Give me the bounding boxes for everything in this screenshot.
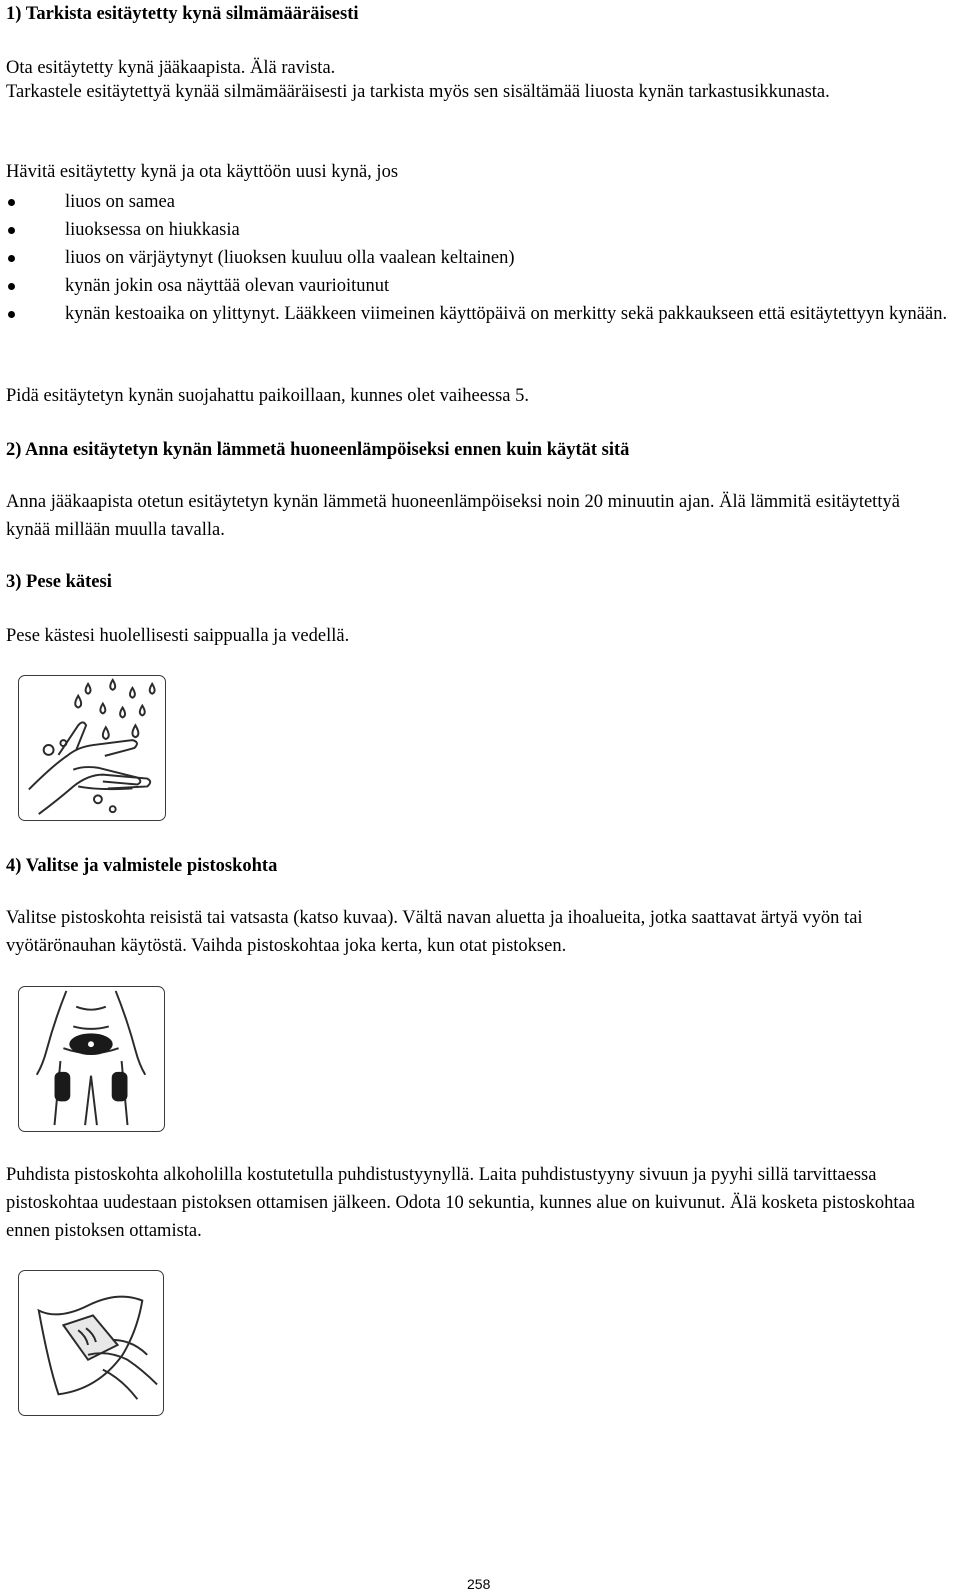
injection-sites-illustration: [18, 986, 165, 1132]
section1-line1: Ota esitäytetty kynä jääkaapista. Älä ravista.: [6, 58, 336, 78]
section3-heading: 3) Pese kätesi: [6, 572, 112, 592]
body-injection-sites-icon: [19, 987, 164, 1131]
discard-conditions-list: [6, 188, 955, 328]
alcohol-swab-icon: [19, 1271, 163, 1415]
list-item: liuos on samea: [6, 188, 955, 216]
list-item: liuos on värjäytynyt (liuoksen kuuluu olla vaalean keltainen): [6, 244, 955, 272]
cap-note: Pidä esitäytetyn kynän suojahattu paikoillaan, kunnes olet vaiheessa 5.: [6, 386, 530, 406]
list-item: kynän kestoaika on ylittynyt. Lääkkeen viimeinen käyttöpäivä on merkitty sekä pakkaukseen että esitäytettyyn kynään.: [6, 300, 955, 328]
section3-body: Pese kästesi huolellisesti saippualla ja vedellä.: [6, 626, 350, 646]
section4-heading: 4) Valitse ja valmistele pistoskohta: [6, 856, 278, 876]
section4-body: Valitse pistoskohta reisistä tai vatsasta (katso kuvaa). Vältä navan aluetta ja ihoalueita, jotka saattavat ärtyä vyön tai vyötärönauhan käytöstä. Vaihda pistoskohtaa joka kerta, kun otat pistoksen.: [6, 908, 863, 956]
section1-heading: 1) Tarkista esitäytetty kynä silmämääräisesti: [6, 4, 359, 24]
section1-line2: Tarkastele esitäytettyä kynää silmämääräisesti ja tarkista myös sen sisältämää liuosta kynän tarkastusikkunasta.: [6, 82, 830, 102]
list-item: kynän jokin osa näyttää olevan vaurioitunut: [6, 272, 955, 300]
cleaning-instructions: Puhdista pistoskohta alkoholilla kostutetulla puhdistustyynyllä. Laita puhdistustyyny sivuun ja pyyhi sillä tarvittaessa pistoskohtaa uudestaan pistoksen ottamisen jälkeen. Odota 10 sekuntia, kunnes alue on kuivunut. Älä kosketa pistoskohtaa ennen pistoksen ottamista.: [6, 1165, 915, 1241]
section2-heading: 2) Anna esitäytetyn kynän lämmetä huoneenlämpöiseksi ennen kuin käytät sitä: [6, 440, 630, 460]
section2-body: Anna jääkaapista otetun esitäytetyn kynän lämmetä huoneenlämpöiseksi noin 20 minuutin ajan. Älä lämmitä esitäytettyä kynää millään muulla tavalla.: [6, 492, 900, 540]
hand-washing-illustration: [18, 675, 166, 821]
discard-intro: Hävitä esitäytetty kynä ja ota käyttöön uusi kynä, jos: [6, 162, 399, 182]
list-item: liuoksessa on hiukkasia: [6, 216, 955, 244]
hand-washing-icon: [19, 676, 165, 820]
alcohol-swab-illustration: [18, 1270, 164, 1416]
page-number: 258: [467, 1576, 491, 1592]
